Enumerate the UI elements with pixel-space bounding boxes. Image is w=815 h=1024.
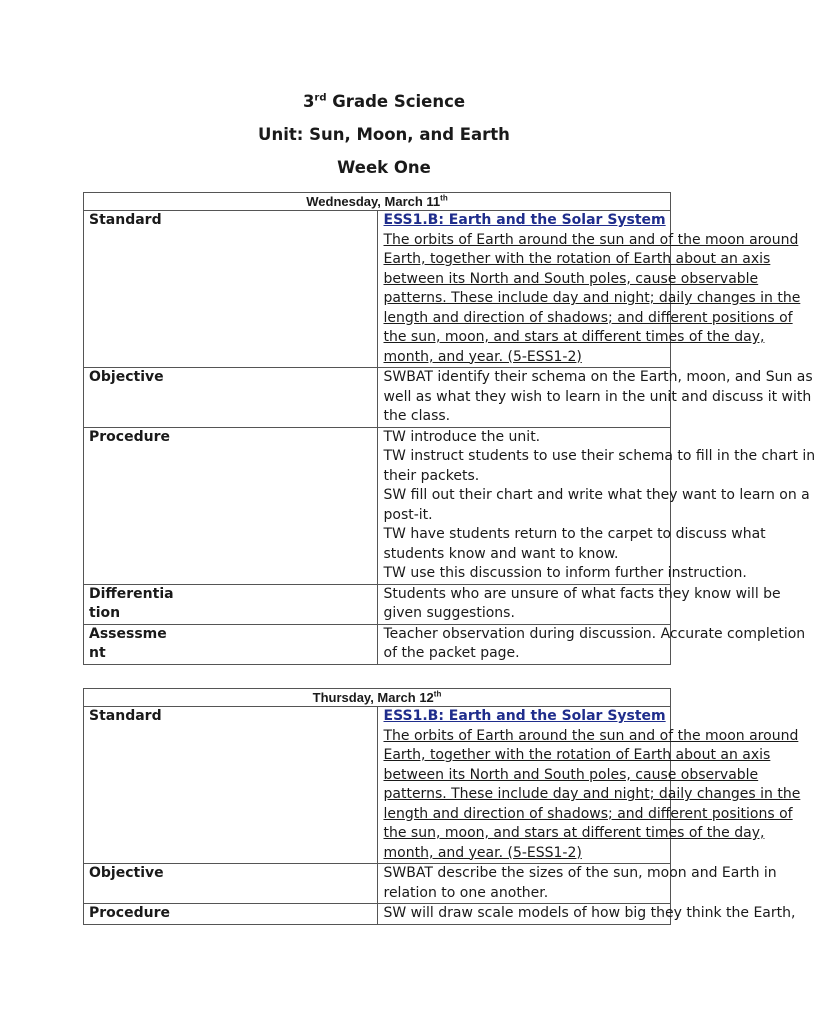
procedure-text-line: TW have students return to the carpet to discuss what: [383, 526, 766, 542]
row-label-procedure: Procedure: [84, 904, 378, 925]
row-label-objective: Objective: [84, 864, 378, 904]
procedure-cell: [377, 904, 796, 925]
differentiation-text-line: given suggestions.: [383, 605, 515, 621]
objective-text-line: the class.: [383, 408, 451, 424]
table-row-procedure: [84, 904, 671, 925]
table-row-standard: [84, 707, 671, 864]
day-date: [84, 689, 671, 707]
table-row-objective: [84, 864, 671, 904]
standard-cell: [377, 707, 801, 864]
procedure-cell: [377, 427, 815, 584]
standard-text-line: between its North and South poles, cause observable: [383, 270, 759, 287]
grade-number: 3: [302, 92, 315, 111]
standard-text-line: the sun, moon, and stars at different times of the day,: [383, 329, 765, 345]
standard-link[interactable]: ESS1.B: Earth and the Solar System: [383, 708, 666, 724]
title-unit: Unit: Sun, Moon, and Earth: [258, 125, 510, 144]
differentiation-text-line: Students who are unsure of what facts they know will be: [383, 585, 781, 602]
assessment-text-line: of the packet page.: [383, 645, 520, 661]
standard-text-line: The orbits of Earth around the sun and of the moon around: [383, 231, 799, 248]
standard-text-line: between its North and South poles, cause observable: [383, 766, 759, 783]
objective-text-line: SWBAT describe the sizes of the sun, moon and Earth in: [383, 865, 777, 881]
row-label-standard: Standard: [84, 707, 378, 864]
day-date: [84, 193, 671, 211]
procedure-text-line: SW will draw scale models of how big they think the Earth,: [383, 905, 796, 921]
row-label-line: nt: [89, 645, 106, 661]
standard-text-line: month, and year. (5-ESS1-2): [383, 844, 582, 861]
day-date-text: Wednesday, March 11: [306, 194, 441, 209]
standard-text-line: The orbits of Earth around the sun and of the moon around: [383, 727, 799, 744]
procedure-text-line: SW fill out their chart and write what they want to learn on a: [383, 487, 810, 503]
standard-text-line: length and direction of shadows; and different positions of: [383, 309, 793, 326]
row-label-differentiation: [84, 584, 378, 624]
standard-text-line: patterns. These include day and night; daily changes in the: [383, 290, 801, 306]
objective-cell: [377, 864, 777, 904]
standard-cell: [377, 211, 801, 368]
objective-text-line: well as what they wish to learn in the unit and discuss it with: [383, 388, 812, 405]
row-label-standard: Standard: [84, 211, 378, 368]
standard-text-line: length and direction of shadows; and different positions of: [383, 805, 793, 822]
day-date-suffix: th: [433, 689, 442, 699]
table-row-differentiation: [84, 584, 671, 624]
standard-text-line: patterns. These include day and night; daily changes in the: [383, 786, 801, 802]
grade-subject: Grade Science: [326, 92, 466, 111]
day-date-text: Thursday, March 12: [312, 690, 434, 705]
row-label-line: Assessme: [89, 625, 167, 642]
day-date-suffix: th: [440, 193, 448, 203]
procedure-text-line: their packets.: [383, 467, 480, 484]
assessment-cell: [377, 624, 806, 664]
procedure-text-line: post-it.: [383, 506, 433, 523]
table-row-assessment: [84, 624, 671, 664]
table-header-row: [84, 689, 671, 707]
standard-text-line: Earth, together with the rotation of Earth about an axis: [383, 251, 771, 267]
procedure-text-line: TW use this discussion to inform further instruction.: [383, 565, 747, 581]
table-row-procedure: [84, 427, 671, 584]
standard-text-line: month, and year. (5-ESS1-2): [383, 348, 582, 365]
table-header-row: [84, 193, 671, 211]
objective-text-line: relation to one another.: [383, 884, 549, 901]
objective-cell: [377, 368, 813, 428]
row-label-procedure: Procedure: [84, 427, 378, 584]
lesson-table-day1: [83, 192, 815, 665]
standard-link[interactable]: ESS1.B: Earth and the Solar System: [383, 212, 666, 228]
procedure-text-line: TW instruct students to use their schema to fill in the chart in: [383, 448, 815, 464]
row-label-assessment: [84, 624, 378, 664]
standard-text-line: the sun, moon, and stars at different times of the day,: [383, 825, 765, 841]
objective-text-line: SWBAT identify their schema on the Earth, moon, and Sun as: [383, 369, 813, 385]
row-label-objective: Objective: [84, 368, 378, 428]
assessment-text-line: Teacher observation during discussion. Accurate completion: [383, 625, 806, 642]
table-row-objective: [84, 368, 671, 428]
title-week: Week One: [337, 158, 431, 177]
row-label-line: Differentia: [89, 585, 174, 602]
grade-suffix: rd: [314, 92, 327, 104]
standard-text-line: Earth, together with the rotation of Earth about an axis: [383, 747, 771, 763]
procedure-text-line: TW introduce the unit.: [383, 428, 541, 445]
procedure-text-line: students know and want to know.: [383, 545, 619, 562]
table-row-standard: [84, 211, 671, 368]
differentiation-cell: [377, 584, 781, 624]
title-grade: [0, 92, 768, 111]
row-label-line: tion: [89, 605, 121, 621]
lesson-table-day2: [83, 688, 801, 925]
